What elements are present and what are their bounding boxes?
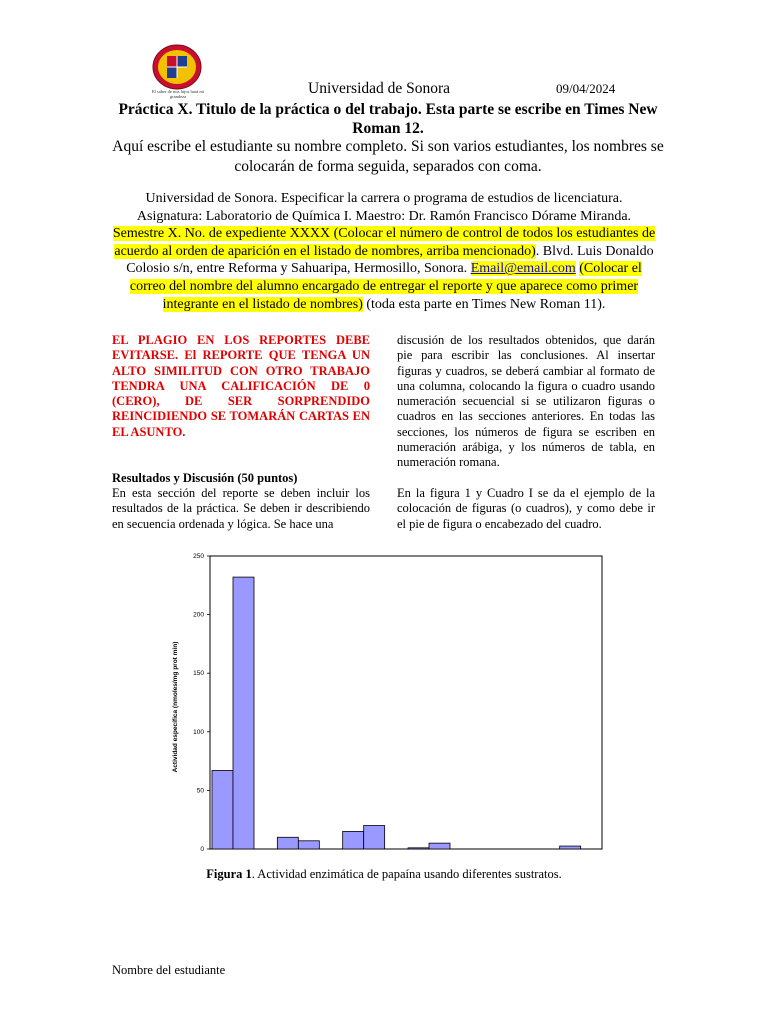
- logo-motto: El saber de mis hijos hará mi grandeza: [151, 89, 205, 99]
- y-tick-label: 250: [193, 553, 204, 560]
- university-seal-logo: [152, 44, 202, 90]
- bar: [212, 770, 233, 849]
- affiliation-address: . Blvd. Luis Donaldo Colosio s/n, entre Reforma y Sahuaripa, Hermosillo, Sonora.: [126, 243, 654, 277]
- plagiarism-warning: EL PLAGIO EN LOS REPORTES DEBE EVITARSE. El REPORTE QUE TENGA UN ALTO SIMILITUD CON OTRO TRABAJO TENDRA UNA CALIFICACIÓN DE 0 (CERO), DE SER SORPRENDIDO REINCIDIENDO SE TOMARÁN CARTAS EN EL ASUNTO.: [112, 333, 370, 439]
- affiliation-highlight-email: (Colocar el correo del nombre del alumno encargado de entregar el reporte y que aparece como primer integrante en el listado de nombres): [129, 261, 642, 312]
- authors: Aquí escribe el estudiante su nombre completo. Si son varios estudiantes, los nombres se colocarán de forma seguida, separados con coma.: [112, 138, 664, 175]
- section-left-paragraph: En esta sección del reporte se deben incluir los resultados de la práctica. Se deben ir describiendo en secuencia ordenada y lógica. Se hace una: [112, 486, 370, 531]
- y-tick-label: 100: [193, 728, 204, 736]
- y-tick-label: 150: [193, 670, 204, 678]
- header-university: Universidad de Sonora: [308, 80, 451, 97]
- affiliation-text: Universidad de Sonora. Especificar la carrera o programa de estudios de licenciatura. Asignatura: Laboratorio de Química I. Maestro: Dr. Ramón Francisco Dórame Miranda.: [136, 191, 632, 224]
- affiliation-note: (toda esta parte en Times New Roman 11).: [366, 296, 606, 312]
- email-link[interactable]: Email@email.com: [470, 261, 576, 277]
- bar: [298, 841, 319, 849]
- paper-title: Práctica X. Titulo de la práctica o del trabajo. Esta parte se escribe en Times New Roman 12.: [118, 101, 658, 137]
- affiliation-highlight-expediente: Semestre X. No. de expediente XXXX (Colocar el número de control de todos los estudiantes de acuerdo al orden de aparición en el listado de nombres, arriba mencionado): [112, 226, 656, 259]
- y-axis-label: Actividad específica (nmoles/mg prot min): [172, 641, 179, 773]
- bar-chart: [170, 548, 606, 858]
- bar: [560, 846, 581, 849]
- bar: [277, 837, 298, 849]
- bar: [343, 831, 364, 849]
- bar: [364, 826, 385, 849]
- figure-caption-label: Figura 1: [206, 867, 252, 881]
- figure-caption: [110, 867, 658, 882]
- section-right-paragraph-2: En la figura 1 y Cuadro I se da el ejemplo de la colocación de figuras (o cuadros), y como debe ir el pie de figura o encabezado del cuadro.: [397, 486, 655, 531]
- plot-frame: [210, 556, 602, 849]
- section-heading: Resultados y Discusión (50 puntos): [112, 471, 298, 485]
- footer-student-name: Nombre del estudiante: [112, 963, 226, 977]
- bar: [429, 843, 450, 849]
- figure-caption-text: . Actividad enzimática de papaína usando diferentes sustratos.: [251, 867, 562, 881]
- affiliation: [112, 190, 656, 313]
- bar: [408, 848, 429, 849]
- y-tick-label: 50: [196, 787, 204, 795]
- bar: [233, 577, 254, 849]
- header-date: 09/04/2024: [556, 81, 616, 96]
- section-right-paragraph-1: discusión de los resultados obtenidos, que darán pie para escribir las conclusiones. Al insertar figuras y cuadros, se deberá cambiar al formato de una columna, colocando la figura o cuadro usando numeración secuencial si se utilizaron figuras o cuadros en las secciones anteriores. En todas las secciones, los números de figura se escriben en numeración arábiga, y los números de tabla, en numeración romana.: [397, 333, 655, 470]
- y-tick-label: 200: [193, 611, 204, 619]
- y-tick-label: 0: [200, 846, 204, 853]
